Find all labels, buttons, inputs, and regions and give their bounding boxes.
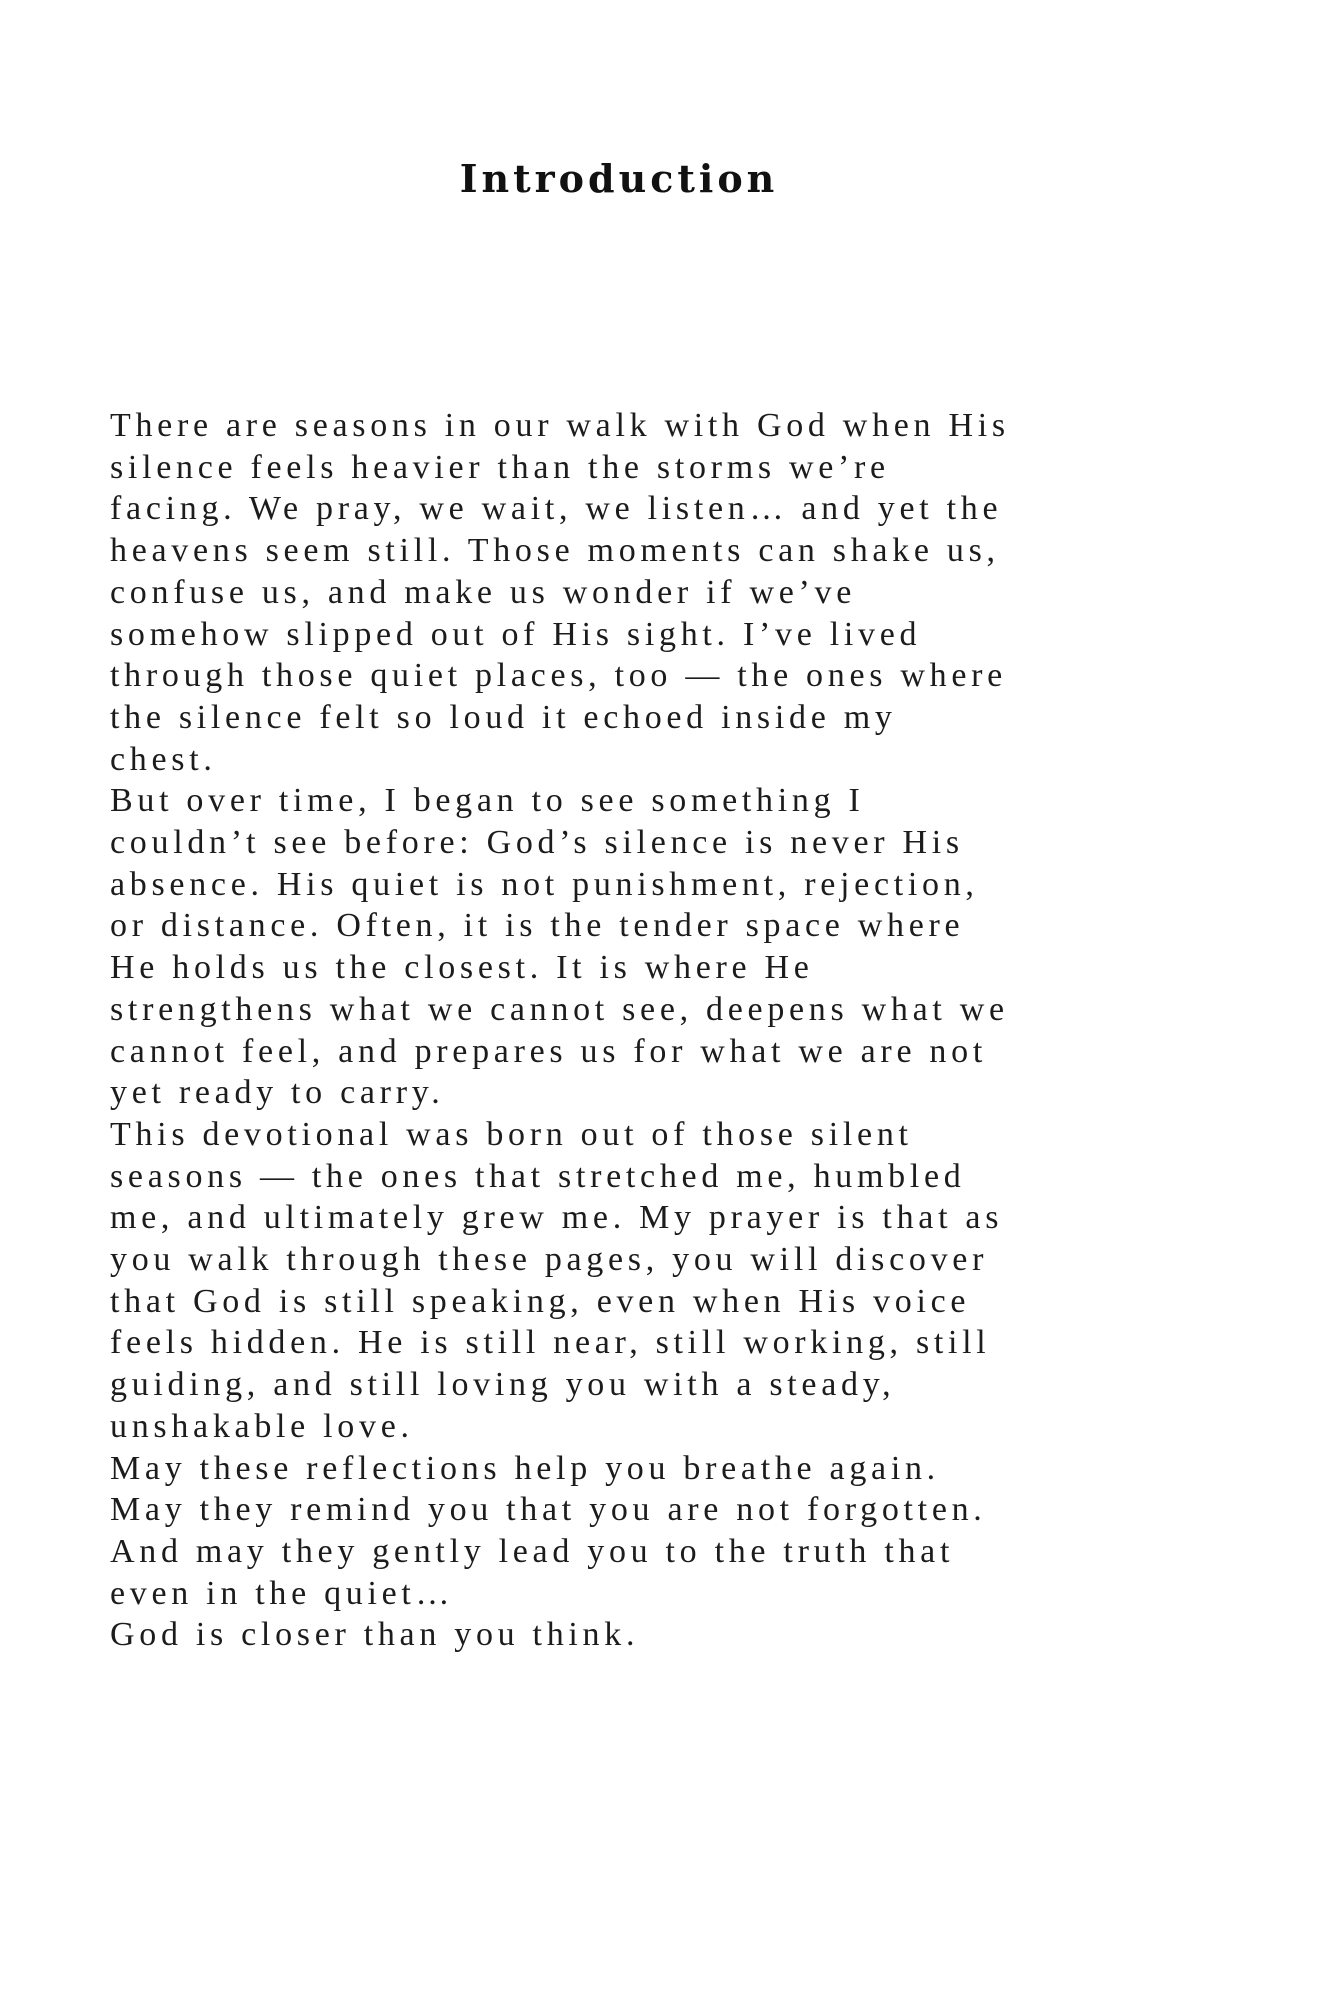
text-line: seasons — the ones that stretched me, humbled [110, 1157, 966, 1195]
text-line: or distance. Often, it is the tender space where [110, 907, 965, 945]
text-line: confuse us, and make us wonder if we’ve [110, 573, 857, 611]
text-line: even in the quiet… [110, 1574, 455, 1612]
page-title: Introduction [459, 156, 779, 201]
text-line: through those quiet places, too — the ones where [110, 657, 1007, 695]
text-line: strengthens what we cannot see, deepens what we [110, 990, 1009, 1028]
text-line: unshakable love. [110, 1407, 414, 1445]
text-line: heavens seem still. Those moments can shake us, [110, 532, 1000, 570]
text-line: cannot feel, and prepares us for what we are not [110, 1032, 987, 1070]
text-line: chest. [110, 740, 217, 778]
introduction-body [110, 405, 1250, 1656]
text-line: somehow slipped out of His sight. I’ve lived [110, 615, 922, 653]
text-line: But over time, I began to see something I [110, 782, 865, 820]
text-line: me, and ultimately grew me. My prayer is that as [110, 1199, 1004, 1237]
text-line: the silence felt so loud it echoed inside my [110, 698, 897, 736]
text-line: This devotional was born out of those silent [110, 1115, 913, 1153]
text-line: And may they gently lead you to the truth that [110, 1532, 955, 1570]
text-line: May they remind you that you are not forgotten. [110, 1491, 987, 1529]
text-line: couldn’t see before: God’s silence is never His [110, 824, 964, 862]
text-line: you walk through these pages, you will discover [110, 1241, 989, 1279]
text-line: God is closer than you think. [110, 1616, 640, 1654]
text-line: feels hidden. He is still near, still working, still [110, 1324, 991, 1362]
text-line: May these reflections help you breathe again. [110, 1449, 940, 1487]
text-line: silence feels heavier than the storms we’re [110, 448, 890, 486]
text-line: yet ready to carry. [110, 1074, 445, 1112]
text-line: facing. We pray, we wait, we listen… and yet the [110, 490, 1003, 528]
text-line: guiding, and still loving you with a steady, [110, 1366, 896, 1404]
text-line: that God is still speaking, even when His voice [110, 1282, 971, 1320]
text-line: He holds us the closest. It is where He [110, 949, 814, 987]
text-line: absence. His quiet is not punishment, rejection, [110, 865, 979, 903]
text-line: There are seasons in our walk with God when His [110, 407, 1010, 444]
